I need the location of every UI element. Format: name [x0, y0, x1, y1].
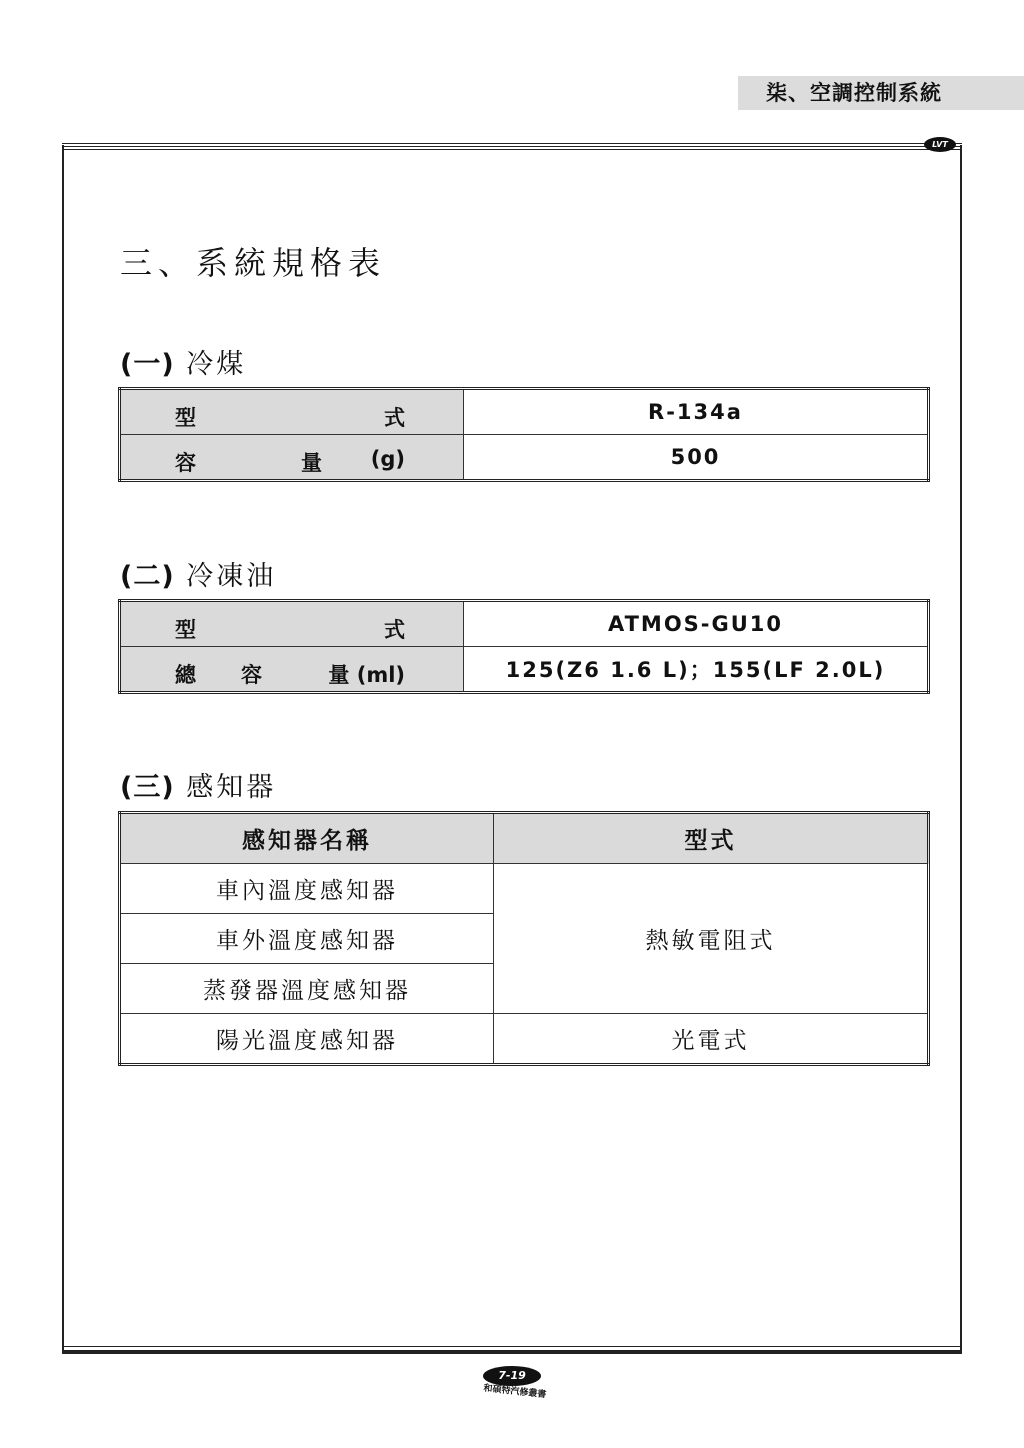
sensor-type-cell: 光電式 [494, 1014, 929, 1065]
sensor-name-cell: 車內溫度感知器 [120, 864, 494, 914]
table-row [120, 647, 929, 693]
table-row [120, 864, 929, 914]
page-frame [62, 145, 962, 1352]
label-char: 式 [384, 406, 405, 430]
refrigerant-heading-text: 冷煤 [186, 349, 247, 380]
sensor-name-header: 感知器名稱 [120, 813, 494, 864]
section-title: 三、系統規格表 [120, 244, 387, 282]
refrigerant-heading-num: (一) [120, 349, 175, 380]
sensor-table [118, 811, 930, 1066]
table-row [120, 435, 929, 481]
sensor-name-cell: 陽光溫度感知器 [120, 1014, 494, 1065]
sensor-heading [120, 765, 276, 804]
label-unit: (g) [370, 447, 405, 471]
label-unit: 量 (ml) [328, 663, 405, 687]
page-number: 7-19 [483, 1366, 541, 1386]
sensor-type-cell: 熱敏電阻式 [494, 864, 929, 1014]
label-char: 式 [384, 618, 405, 642]
oil-type-value: ATMOS-GU10 [464, 601, 929, 647]
oil-capacity-label-cell [120, 647, 464, 693]
refrigerant-heading [120, 342, 246, 381]
refrigerant-table [118, 387, 930, 482]
bottom-rule [62, 1350, 962, 1354]
oil-heading-num: (二) [120, 561, 175, 592]
oil-heading [120, 554, 276, 593]
label-char: 型 [175, 406, 196, 430]
refrigerant-type-value: R-134a [464, 389, 929, 435]
label-char: 型 [175, 618, 196, 642]
table-row [120, 1014, 929, 1065]
publisher-mark: 和碩特汽修叢書 [482, 1383, 547, 1401]
label-char: 總 [175, 663, 196, 687]
sensor-heading-text: 感知器 [186, 772, 277, 803]
table-header-row [120, 813, 929, 864]
label-char: 量 [301, 451, 322, 475]
capacity-label-cell [120, 435, 464, 481]
sensor-name-cell: 蒸發器溫度感知器 [120, 964, 494, 1014]
bottom-rule-thin [62, 1346, 962, 1347]
sensor-heading-num: (三) [120, 772, 175, 803]
label-char: 容 [241, 663, 262, 687]
oil-table [118, 599, 930, 694]
type-label-cell [120, 389, 464, 435]
oil-type-label-cell [120, 601, 464, 647]
sensor-name-cell: 車外溫度感知器 [120, 914, 494, 964]
oil-capacity-value: 125(Z6 1.6 L)；155(LF 2.0L) [464, 647, 929, 693]
sensor-type-header: 型式 [494, 813, 929, 864]
oil-heading-text: 冷凍油 [186, 561, 277, 592]
refrigerant-capacity-value: 500 [464, 435, 929, 481]
table-row [120, 389, 929, 435]
brand-logo: LVT [924, 137, 956, 152]
chapter-header: 柒、空調控制系統 [738, 76, 1024, 110]
table-row [120, 601, 929, 647]
label-char: 容 [175, 451, 196, 475]
